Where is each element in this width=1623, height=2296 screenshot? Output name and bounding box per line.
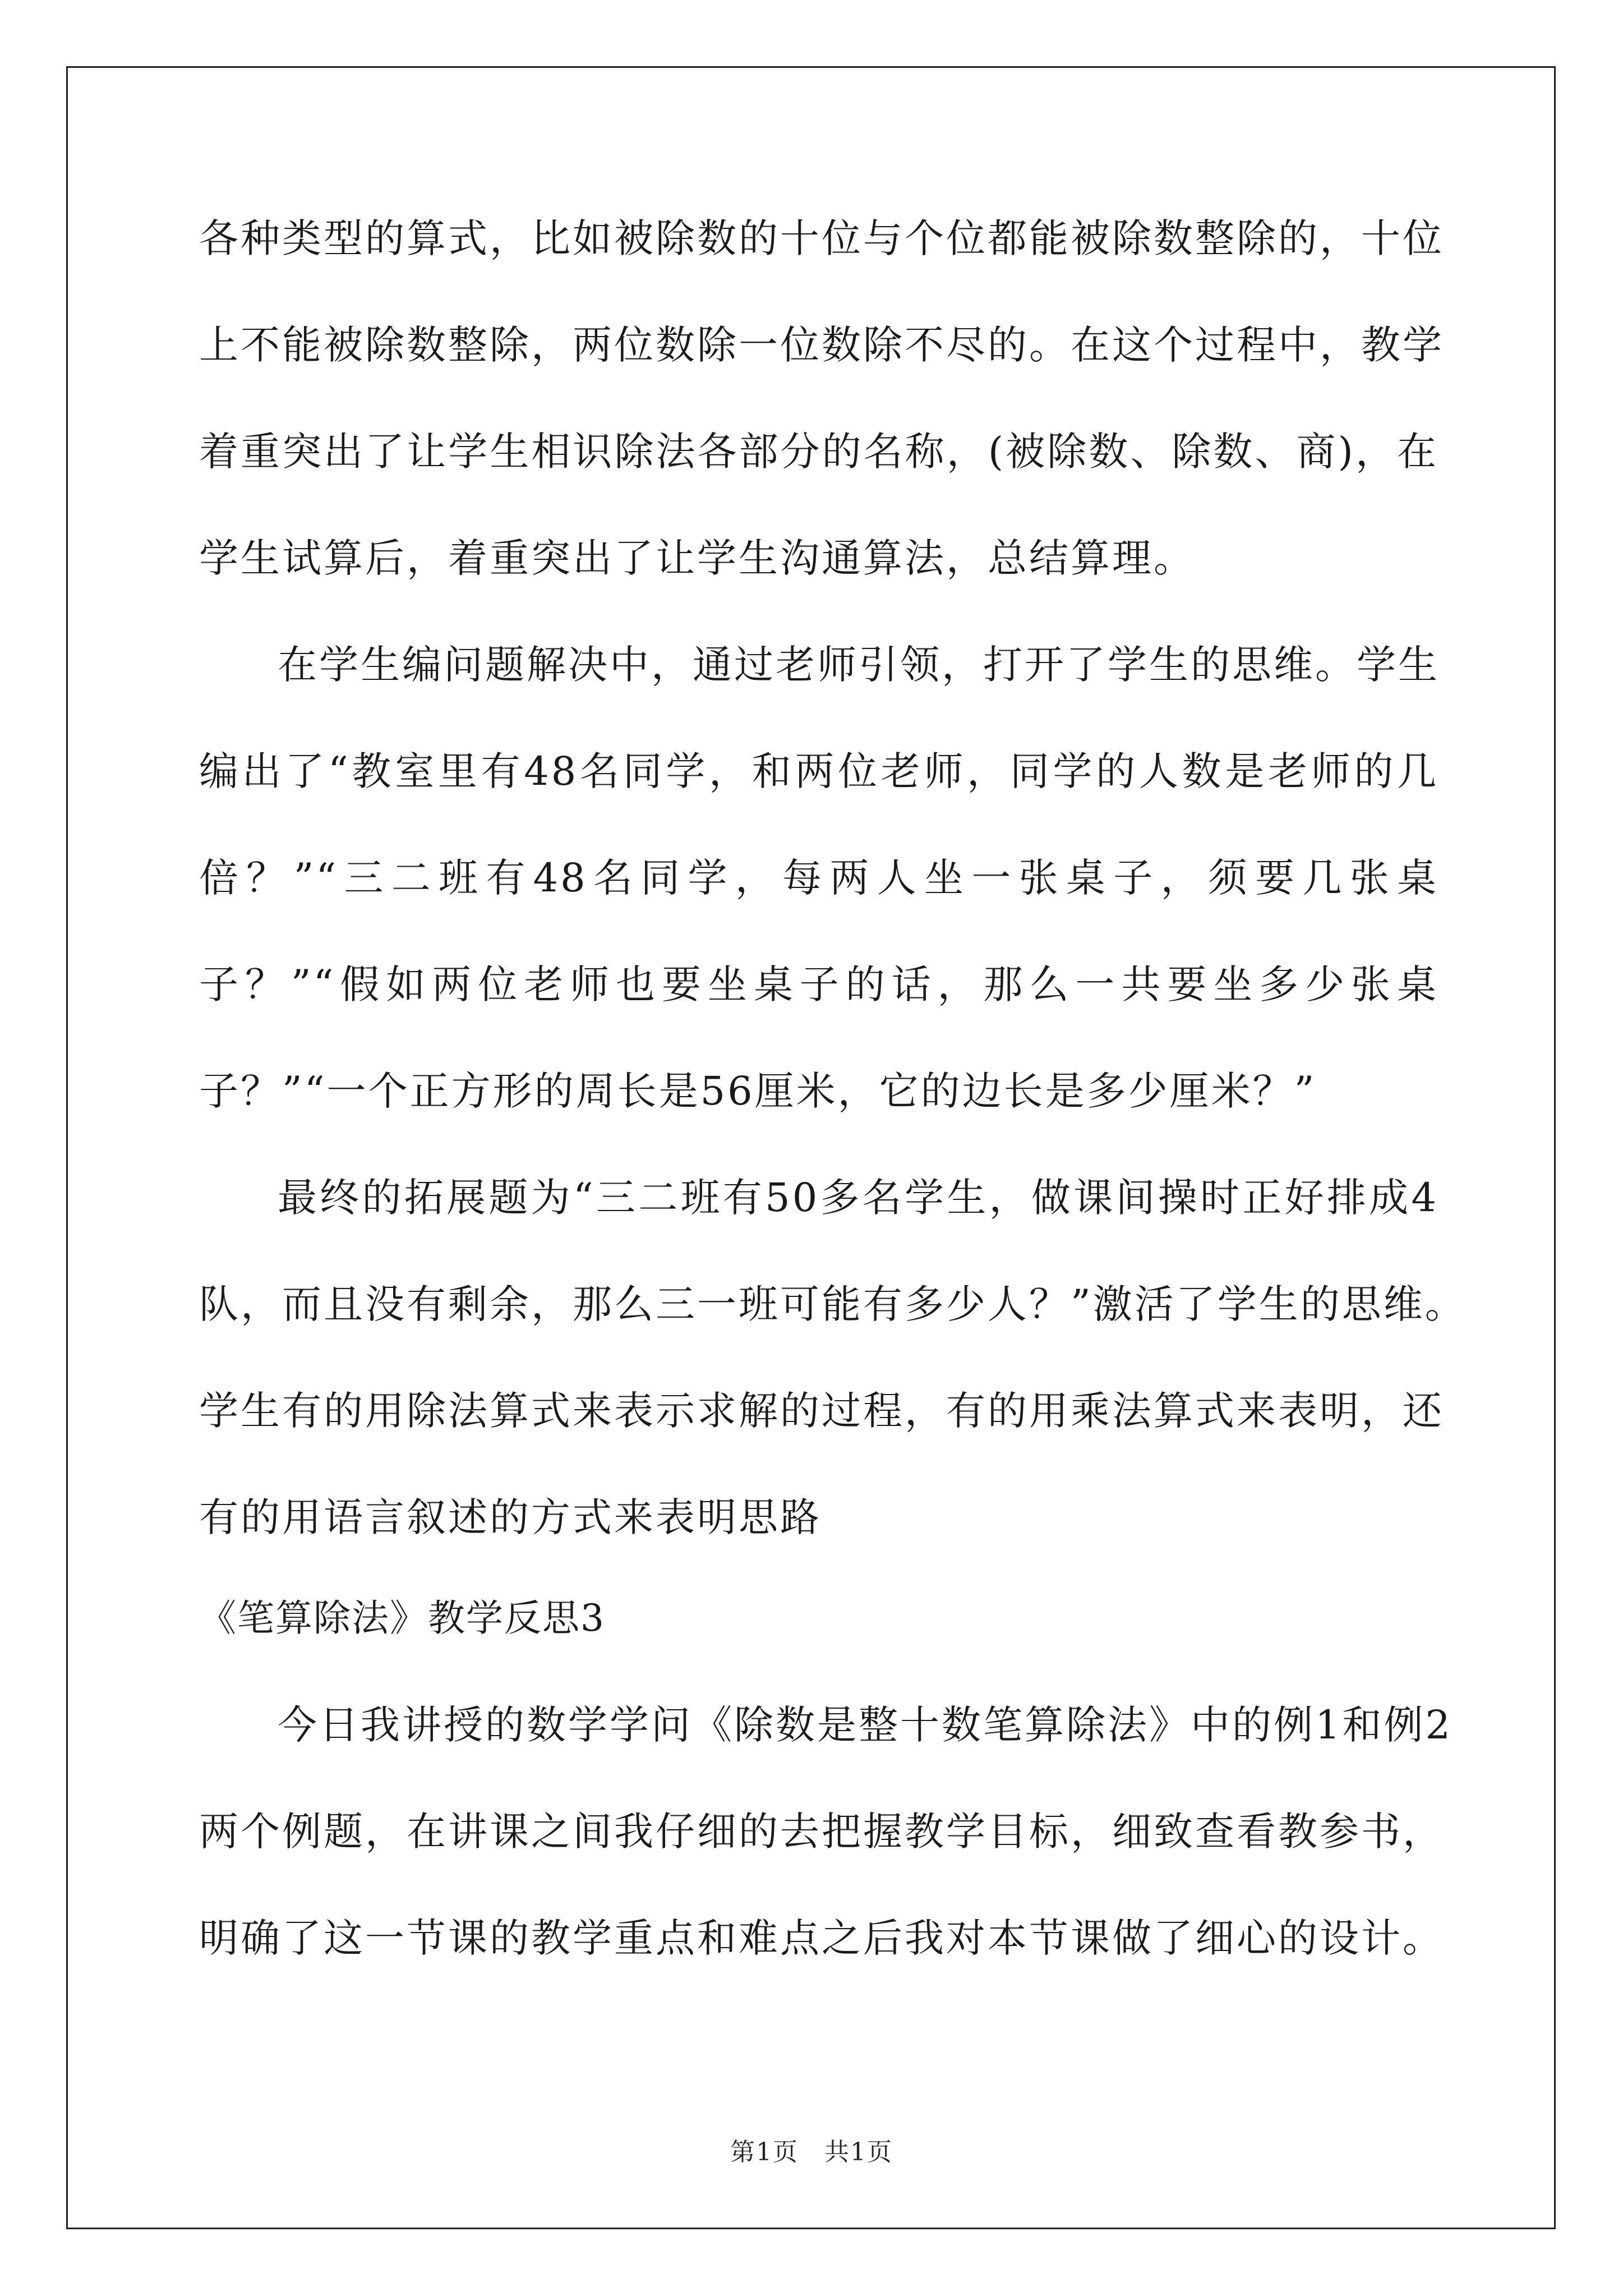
page-number-footer: 第1页 共1页	[730, 2138, 893, 2166]
paragraph-line: 队，而且没有剩余，那么三一班可能有多少人？”激活了学生的思维。	[199, 1281, 1467, 1327]
paragraph-line: 学生有的用除法算式来表示求解的过程，有的用乘法算式来表明，还	[199, 1388, 1444, 1434]
paragraph-line: 今日我讲授的数学学问《除数是整十数笔算除法》中的例1和例2	[278, 1702, 1453, 1748]
paragraph-line: 上不能被除数整除，两位数除一位数除不尽的。在这个过程中，教学	[199, 322, 1444, 368]
paragraph-line: 各种类型的算式，比如被除数的十位与个位都能被除数整除的，十位	[199, 215, 1444, 261]
paragraph-line: 学生试算后，着重突出了让学生沟通算法，总结算理。	[199, 535, 1195, 581]
paragraph-line: 着重突出了让学生相识除法各部分的名称，(被除数、除数、商)，在	[199, 429, 1438, 475]
section-heading: 《笔算除法》教学反思3	[199, 1596, 605, 1640]
paragraph-line: 最终的拓展题为“三二班有50多名学生，做课间操时正好排成4	[278, 1175, 1438, 1221]
paragraph-line: 倍？”“三二班有48名同学，每两人坐一张桌子，须要几张桌	[199, 855, 1438, 901]
page-border	[66, 66, 1556, 2229]
paragraph-line: 子？”“假如两位老师也要坐桌子的话，那么一共要坐多少张桌	[199, 961, 1438, 1007]
paragraph-line: 编出了“教室里有48名同学，和两位老师，同学的人数是老师的几	[199, 748, 1438, 794]
paragraph-line: 在学生编问题解决中，通过老师引领，打开了学生的思维。学生	[278, 642, 1440, 688]
paragraph-line: 有的用语言叙述的方式来表明思路	[199, 1494, 822, 1540]
paragraph-line: 明确了这一节课的教学重点和难点之后我对本节课做了细心的设计。	[199, 1915, 1444, 1961]
paragraph-line: 两个例题，在讲课之间我仔细的去把握教学目标，细致查看教参书，	[199, 1809, 1444, 1855]
paragraph-line: 子？”“一个正方形的周长是56厘米，它的边长是多少厘米？”	[199, 1068, 1317, 1114]
